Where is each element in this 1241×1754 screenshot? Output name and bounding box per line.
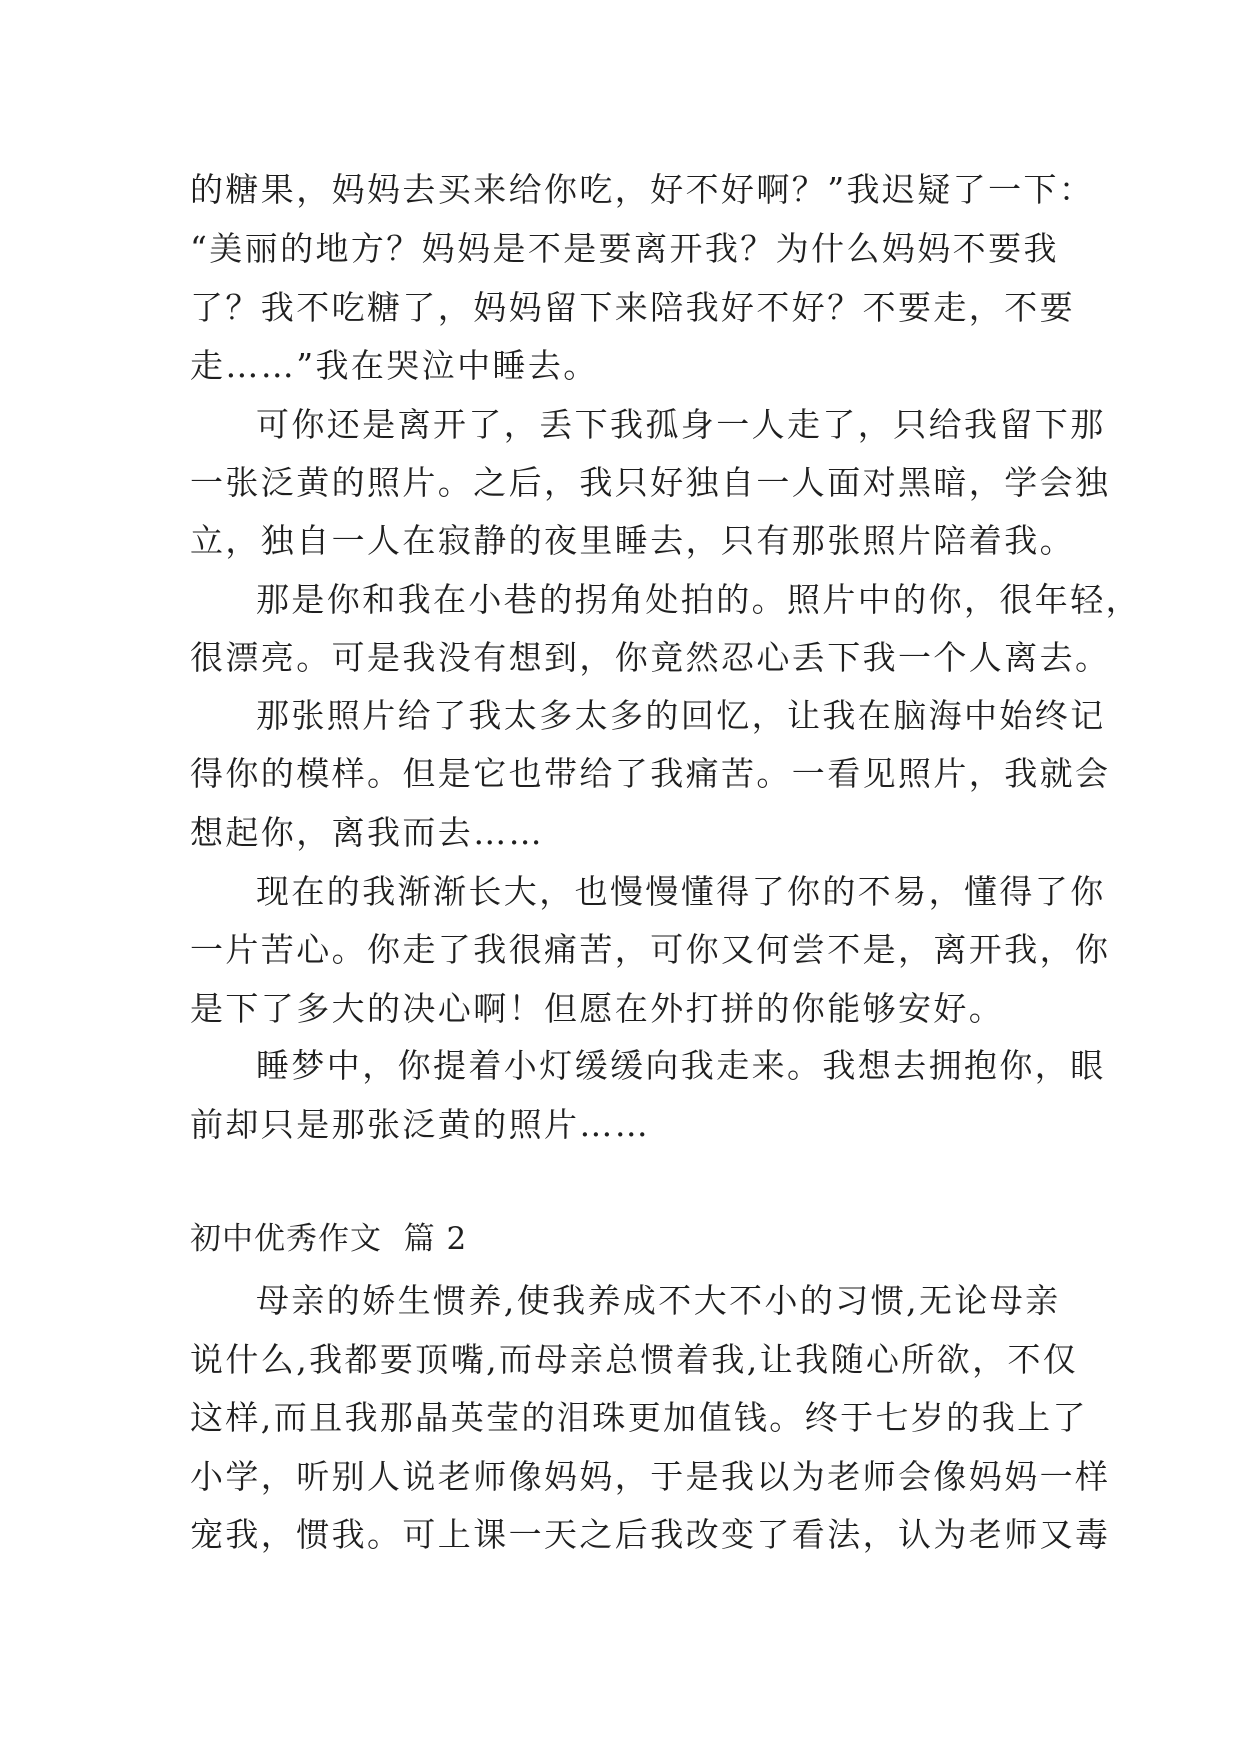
text-line: 的糖果，妈妈去买来给你吃，好不好啊？”我迟疑了一下： (190, 170, 1095, 209)
paragraph-first-line: 睡梦中，你提着小灯缓缓向我走来。我想去拥抱你，眼 (256, 1046, 1106, 1085)
text-line: 宠我，惯我。可上课一天之后我改变了看法，认为老师又毒 (190, 1515, 1111, 1554)
paragraph-first-line: 那张照片给了我太多太多的回忆，让我在脑海中始终记 (256, 696, 1106, 735)
text-line: 走……”我在哭泣中睡去。 (190, 346, 599, 385)
paragraph-first-line: 可你还是离开了，丢下我孤身一人走了，只给我留下那 (256, 405, 1106, 444)
text-line: 一张泛黄的照片。之后，我只好独自一人面对黑暗，学会独 (190, 463, 1111, 502)
text-line: 是下了多大的决心啊！但愿在外打拼的你能够安好。 (190, 989, 1005, 1028)
paragraph-first-line: 那是你和我在小巷的拐角处拍的。照片中的你，很年轻， (256, 580, 1141, 619)
text-line: 立，独自一人在寂静的夜里睡去，只有那张照片陪着我。 (190, 521, 1075, 560)
section-heading: 初中优秀作文 篇 2 (190, 1221, 468, 1257)
text-line: 一片苦心。你走了我很痛苦，可你又何尝不是，离开我，你 (190, 930, 1111, 969)
text-line: 很漂亮。可是我没有想到，你竟然忍心丢下我一个人离去。 (190, 638, 1111, 677)
text-line: 说什么,我都要顶嘴,而母亲总惯着我,让我随心所欲，不仅 (190, 1340, 1079, 1379)
text-line: 前却只是那张泛黄的照片…… (190, 1105, 651, 1144)
text-line: 小学，听别人说老师像妈妈，于是我以为老师会像妈妈一样 (190, 1457, 1111, 1496)
text-line: 得你的模样。但是它也带给了我痛苦。一看见照片，我就会 (190, 754, 1111, 793)
paragraph-first-line: 现在的我渐渐长大，也慢慢懂得了你的不易，懂得了你 (256, 872, 1106, 911)
text-line: “美丽的地方？妈妈是不是要离开我？为什么妈妈不要我 (190, 229, 1059, 268)
text-line: 想起你，离我而去…… (190, 813, 544, 852)
text-line: 这样,而且我那晶英莹的泪珠更加值钱。终于七岁的我上了 (190, 1398, 1088, 1437)
text-line: 了？我不吃糖了，妈妈留下来陪我好不好？不要走，不要 (190, 288, 1075, 327)
paragraph-first-line: 母亲的娇生惯养,使我养成不大不小的习惯,无论母亲 (256, 1281, 1061, 1320)
